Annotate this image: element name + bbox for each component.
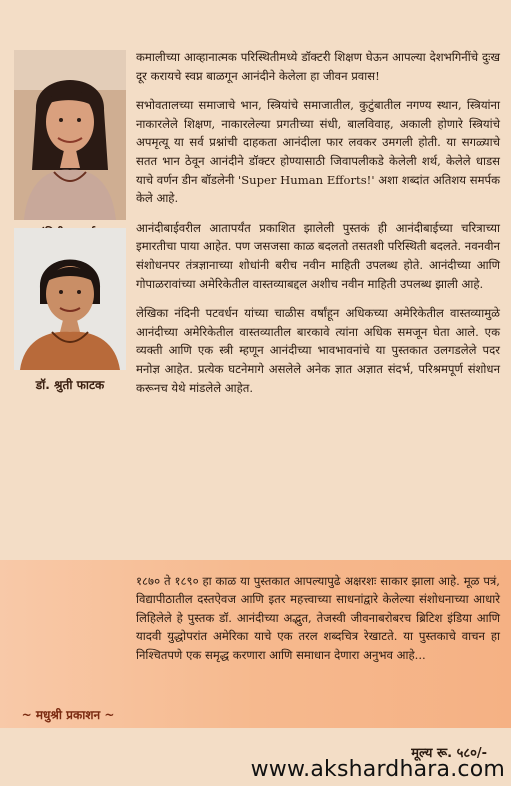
summary-paragraph: १८७० ते १८९० हा काळ या पुस्तकात आपल्यापुढे अक्षरशः साकार झाला आहे. मूळ पत्रं, विद्यापीठातील दस्तऐवज आणि इतर महत्त्वाच्या साधनांद्वारे केलेल्या संशोधनाच्या आधारे लिहिलेले हे पुस्तक डॉ. आनंदीच्या अद्भुत, तेजस्वी जीवनाबरोबरच ब्रिटिश इंडिया आणि यादवी युद्धोपरांत अमेरिका याचे एक तरल शब्दचित्र रेखाटते. या पुस्तकाचे वाचन हा निश्चितपणे एक समृद्ध करणारा आणि समाधान देणारा अनुभव आहे... [136, 574, 500, 662]
blurb-paragraph-2: सभोवतालच्या समाजाचे भान, स्त्रियांचे समाजातील, कुटुंबातील नगण्य स्थान, स्त्रियांना नाकारलेले शिक्षण, नाकारलेल्या प्रगतीच्या संधी, बालविवाह, अकाली होणारे स्त्रियांचे अपमृत्यू या सर्व प्रश्नांची दाहकता आनंदीला फार लवकर उमगली होती. या सगळ्याचे सतत भान ठेवून आनंदीने डॉक्टर होण्यासाठी जिवापलीकडे केलेली शर्थ, केलेले धाडस याचे वर्णन डीन बॉडलेनी 'Super Human Efforts!' अशा शब्दांत अतिशय समर्पक केले आहे. [136, 98, 500, 206]
website-link[interactable]: www.akshardhara.com [250, 757, 505, 782]
blurb-paragraph-3: आनंदीबाईवरील आतापर्यंत प्रकाशित झालेली पुस्तकं ही आनंदीबाईच्या चरित्राच्या इमारतीचा पाया आहेत. पण जसजसा काळ बदलतो तसतशी परिस्थिती बदलते. नवनवीन संशोधनपर तंत्रज्ञानाच्या शोधांनी बरीच नवीन माहिती उपलब्ध होते. आनंदीच्या आणि गोपाळरावांच्या अमेरिकेतील वास्तव्याबद्दल अशीच नवीन माहिती उपलब्ध झाली आहे. [136, 220, 500, 291]
blurb-paragraph-1: कमालीच्या आव्हानात्मक परिस्थितीमध्ये डॉक्टरी शिक्षण घेऊन आपल्या देशभगिनींचे दुःख दूर करायचे स्वप्न बाळगून आनंदीने केलेला हा जीवन प्रवास! [136, 50, 500, 83]
blurb-text [136, 48, 500, 408]
blurb-paragraph-4: लेखिका नंदिनी पटवर्धन यांच्या चाळीस वर्षांहून अधिकच्या अमेरिकेतील वास्तव्यामुळे आनंदीच्या अमेरिकेतील वास्तव्यातील बारकावे त्यांना अधिक समजून घेता आले. एक व्यक्ती आणि एक स्त्री म्हणून आनंदीच्या भावभावनांचे या पुस्तकात उलगडलेले पदर मनोज्ञ आहेत. प्रत्येक घटनेमागे असलेले अनेक ज्ञात अज्ञात संदर्भ, परिश्रमपूर्ण संशोधन करूनच येथे मांडलेले आहेत. [136, 306, 500, 395]
author-photo-nandini [14, 50, 126, 220]
publisher-name: ~ मधुश्री प्रकाशन ~ [21, 708, 115, 722]
author-photo-shruti [14, 228, 126, 370]
price-label: मूल्य रू. ५८०/- [411, 746, 487, 761]
author-caption-shruti: डॉ. श्रुती फाटक [35, 378, 105, 392]
